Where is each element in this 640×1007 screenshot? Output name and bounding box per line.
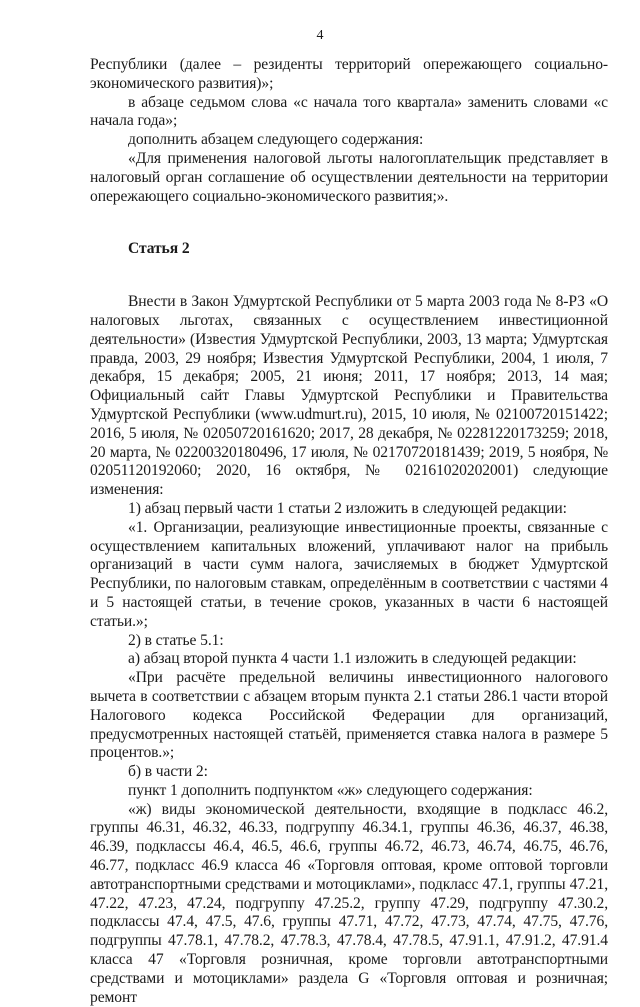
paragraph-item-2b: б) в части 2: [128,763,208,781]
paragraph-item-1: 1) абзац первый части 1 статьи 2 изложить в следующей редакции: [128,499,567,517]
paragraph-seventh-abzats: в абзаце седьмом слова «с начала того квартала» заменить словами «с начала года»; [90,93,608,130]
paragraph-item-2: 2) в статье 5.1: [128,631,224,649]
page-number: 4 [316,28,324,43]
paragraph-item-2a-text: «При расчёте предельной величины инвестиционного налогового вычета в соответствии с абзацем вторым пункта 2.1 статьи 286.1 части второй Налогового кодекса Российской Федерации для организаций, предусмотренных настоящей статьёй, применяется ставка налога в размере 5 процентов.»; [90,669,608,762]
article-heading: Статья 2 [128,240,190,258]
paragraph-item-2b-point1: пункт 1 дополнить подпунктом «ж» следующего содержания: [128,781,533,799]
paragraph-add-abzats: дополнить абзацем следующего содержания: [128,131,424,149]
paragraph-law-amendment-intro: Внести в Закон Удмуртской Республики от 5 марта 2003 года № 8-РЗ «О налоговых льготах, связанных с осуществлением инвестиционной деятельности» (Известия Удмуртской Республики, 2003, 13 марта; Удмуртская правда, 2003, 29 ноября; Известия Удмуртской Республики, 2004, 1 июля, 7 декабря, 15 декабря; 2005, 21 июня; 2011, 17 ноября; 2013, 14 мая; Официальный сайт Главы Удмуртской Республики и Правительства Удмуртской Республики (www.udmurt.ru), 2015, 10 июля, № 02100720151422; 2016, 5 июля, № 02050720161620; 2017, 28 декабря, № 02281220173259; 2018, 20 марта, № 02200320180496, 17 июля, № 02170720181439; 2019, 5 ноября, № 02051120192060; 2020, 16 октября, № 02161020202001) следующие изменения: [90,293,608,499]
document-body [90,56,608,1007]
paragraph-item-1-text: «1. Организации, реализующие инвестиционные проекты, связанные с осуществлением капитальных вложений, уплачивают налог на прибыль организаций в части сумм налога, зачисляемых в бюджет Удмуртской Республики, по налоговым ставкам, определённым в соответствии с частями 4 и 5 настоящей статьи, в течение сроков, указанных в части 6 настоящей статьи.»; [90,518,608,630]
paragraph-tax-relief-agreement: «Для применения налоговой льготы налогоплательщик представляет в налоговый орган соглашение об осуществлении деятельности на территории опережающего социально-экономического развития;». [90,149,608,205]
paragraph-subpoint-zh: «ж) виды экономической деятельности, входящие в подкласс 46.2, группы 46.31, 46.32, 46.33, подгруппу 46.34.1, группы 46.36, 46.37, 46.38, 46.39, подклассы 46.4, 46.5, 46.6, группы 46.72, 46.73, 46.74, 46.75, 46.76, 46.77, подкласс 46.9 класса 46 «Торговля оптовая, кроме оптовой торговли автотранспортными средствами и мотоциклами», подкласс 47.1, группы 47.21, 47.22, 47.23, 47.24, подгруппу 47.25.2, группу 47.29, подгруппу 47.30.2, подклассы 47.4, 47.5, 47.6, группы 47.71, 47.72, 47.73, 47.74, 47.75, 47.76, подгруппы 47.78.1, 47.78.2, 47.78.3, 47.78.4, 47.78.5, 47.91.1, 47.91.2, 47.91.4 класса 47 «Торговля розничная, кроме торговли автотранспортными средствами и мотоциклами» раздела G «Торговля оптовая и розничная; ремонт [90,800,608,1006]
paragraph-item-2a: а) абзац второй пункта 4 части 1.1 изложить в следующей редакции: [128,650,577,668]
paragraph-residents-continuation: Республики (далее – резиденты территорий опережающего социально-экономического развития)»; [90,56,608,92]
